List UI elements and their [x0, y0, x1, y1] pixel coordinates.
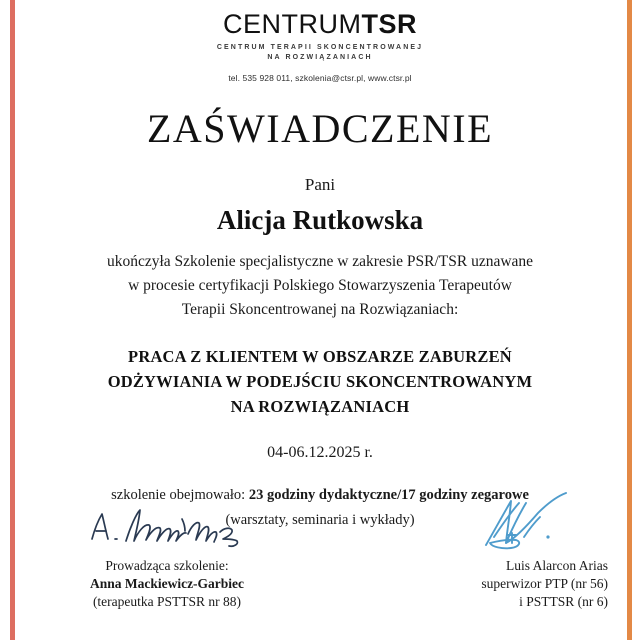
supervisor-name: Luis Alarcon Arias: [506, 558, 608, 573]
trainer-name: Anna Mackiewicz-Garbiec: [89, 576, 245, 591]
signature-dot-icon: [546, 535, 549, 538]
signature-caption-supervisor: [338, 557, 608, 611]
body-line-2: w procesie certyfikacji Polskiego Stowarzyszenia Terapeutów: [128, 277, 512, 294]
logo-word-tsr: TSR: [361, 9, 417, 39]
course-title: [20, 344, 620, 419]
handwritten-signature-icon: [82, 501, 252, 557]
logo-word-centrum: CENTRUM: [223, 9, 362, 39]
organization-subtitle: [20, 43, 620, 63]
certificate-content: [20, 0, 620, 640]
recipient-name: Alicja Rutkowska: [216, 205, 424, 235]
signature-mark-trainer: [32, 495, 302, 557]
course-title-line-2: ODŻYWIANIA W PODEJŚCIU SKONCENTROWANYM: [107, 372, 533, 391]
training-hours-value: 23 godziny dydaktyczne/17 godziny zegarowe: [248, 487, 529, 503]
organization-contact: tel. 535 928 011, szkolenia@ctsr.pl, www.ctsr.pl: [228, 73, 412, 83]
certificate-body: [20, 250, 620, 322]
centrum-tsr-logo: [20, 9, 620, 39]
left-border-stripe: [10, 0, 15, 640]
supervisor-credential-line-2: i PSTTSR (nr 6): [519, 594, 608, 609]
page-title: ZAŚWIADCZENIE: [146, 106, 494, 151]
signature-mark-supervisor: [338, 495, 608, 557]
course-date: 04-06.12.2025 r.: [267, 444, 373, 461]
right-border-stripe: [627, 0, 632, 640]
organization-header: [20, 0, 620, 84]
signature-block-trainer: [20, 495, 302, 611]
organization-subtitle-line1: CENTRUM TERAPII SKONCENTROWANEJ: [216, 44, 424, 51]
organization-subtitle-line2: NA ROZWIĄZANIACH: [267, 54, 373, 61]
body-line-3: Terapii Skoncentrowanej na Rozwiązaniach:: [181, 301, 459, 318]
training-hours-label: szkolenie obejmowało:: [111, 487, 246, 503]
supervisor-credential-line-1: superwizor PTP (nr 56): [481, 576, 608, 591]
course-title-line-1: PRACA Z KLIENTEM W OBSZARZE ZABURZEŃ: [128, 347, 512, 366]
salutation: Pani: [304, 175, 336, 194]
signature-block-supervisor: [338, 495, 620, 611]
course-title-line-3: NA ROZWIĄZANIACH: [230, 397, 410, 416]
trainer-role: Prowadząca szkolenie:: [105, 558, 229, 573]
training-modes: (warsztaty, seminaria i wykłady): [225, 512, 415, 528]
trainer-credential: (terapeutka PSTTSR nr 88): [92, 594, 242, 609]
handwritten-signature-icon: [464, 487, 584, 557]
body-line-1: ukończyła Szkolenie specjalistyczne w zakresie PSR/TSR uznawane: [106, 253, 534, 270]
signature-caption-trainer: [32, 557, 302, 611]
signature-section: [20, 495, 620, 611]
